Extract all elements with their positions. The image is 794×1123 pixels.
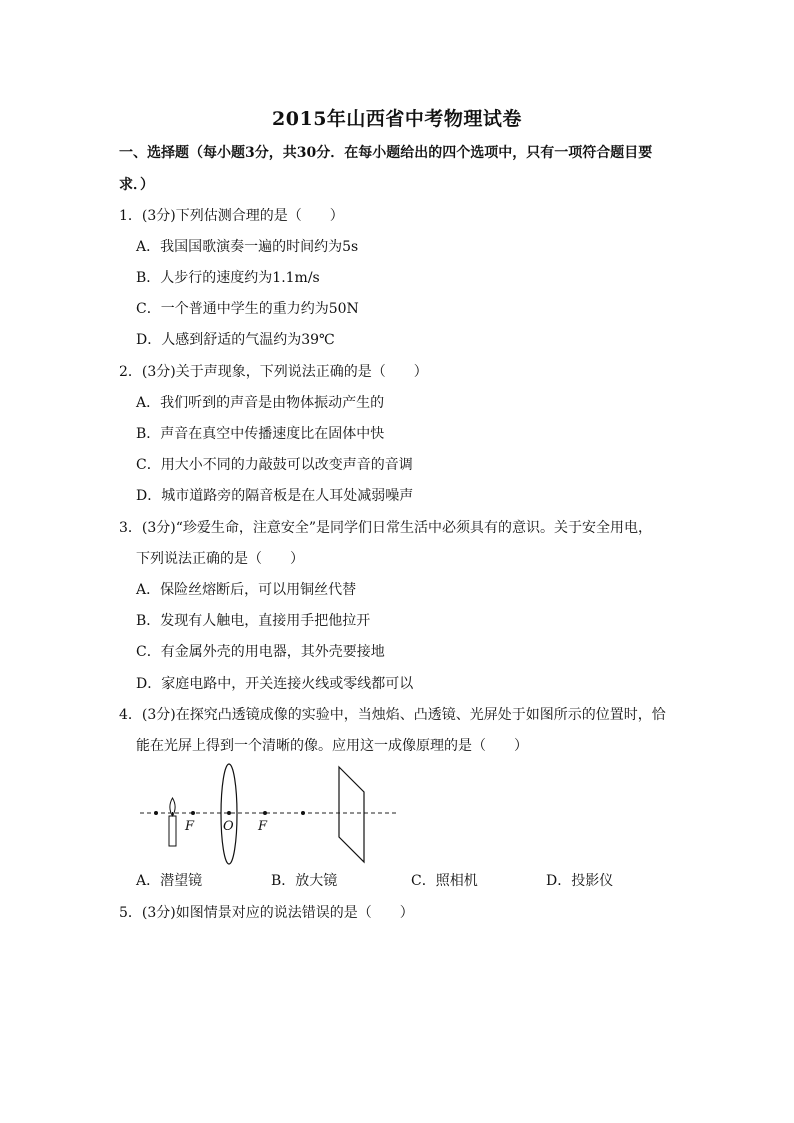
question-3-option-a: A．保险丝熔断后，可以用铜丝代替 [136, 582, 357, 598]
question-3-stem: 3．(3分)“珍爱生命，注意安全”是同学们日常生活中必须具有的意识。关于安全用电， [119, 520, 653, 536]
question-1-option-a: A．我国国歌演奏一遍的时间约为5s [136, 239, 359, 255]
optical-center-label: O [223, 819, 234, 834]
light-screen-icon [339, 767, 364, 862]
focal-point-right-label: F [258, 819, 268, 834]
question-2-option-b: B．声音在真空中传播速度比在固体中快 [136, 426, 385, 442]
axis-point-2f-left [154, 811, 158, 815]
question-4-option-b: B．放大镜 [271, 873, 338, 889]
axis-point-f-left [191, 811, 195, 815]
section-heading-line1: 一、选择题（每小题3分，共30分．在每小题给出的四个选项中，只有一项符合题目要 [119, 145, 653, 161]
question-4-option-c: C．照相机 [411, 873, 478, 889]
question-5-stem: 5．(3分)如图情景对应的说法错误的是（ ） [119, 905, 414, 921]
question-2-option-a: A．我们听到的声音是由物体振动产生的 [136, 395, 385, 411]
question-2-option-d: D．城市道路旁的隔音板是在人耳处减弱噪声 [136, 488, 414, 504]
axis-point-f-right [263, 811, 267, 815]
question-1-option-b: B．人步行的速度约为1.1m/s [136, 270, 320, 286]
axis-point-optical-center [227, 811, 231, 815]
question-2-option-c: C．用大小不同的力敲鼓可以改变声音的音调 [136, 457, 413, 473]
question-4-stem-continued: 能在光屏上得到一个清晰的像。应用这一成像原理的是（ ） [136, 738, 528, 754]
convex-lens-diagram [138, 762, 398, 866]
page-title: 2015年山西省中考物理试卷 [272, 108, 522, 130]
question-3-option-c: C．有金属外壳的用电器，其外壳要接地 [136, 644, 385, 660]
question-4-stem: 4．(3分)在探究凸透镜成像的实验中，当烛焰、凸透镜、光屏处于如图所示的位置时，恰 [119, 707, 666, 723]
question-1-option-c: C．一个普通中学生的重力约为50N [136, 301, 359, 317]
question-3-option-b: B．发现有人触电，直接用手把他拉开 [136, 613, 371, 629]
question-1-stem: 1．(3分)下列估测合理的是（ ） [119, 208, 344, 224]
section-heading-line2: 求．） [119, 177, 154, 193]
question-4-option-a: A．潜望镜 [136, 873, 203, 889]
question-4-option-d: D．投影仪 [546, 873, 614, 889]
question-3-option-d: D．家庭电路中，开关连接火线或零线都可以 [136, 676, 414, 692]
axis-point-2f-right [301, 811, 305, 815]
question-1-option-d: D．人感到舒适的气温约为39℃ [136, 332, 335, 348]
focal-point-left-label: F [185, 819, 195, 834]
question-2-stem: 2．(3分)关于声现象，下列说法正确的是（ ） [119, 364, 428, 380]
question-3-stem-continued: 下列说法正确的是（ ） [136, 551, 304, 567]
candle-icon [169, 798, 176, 846]
